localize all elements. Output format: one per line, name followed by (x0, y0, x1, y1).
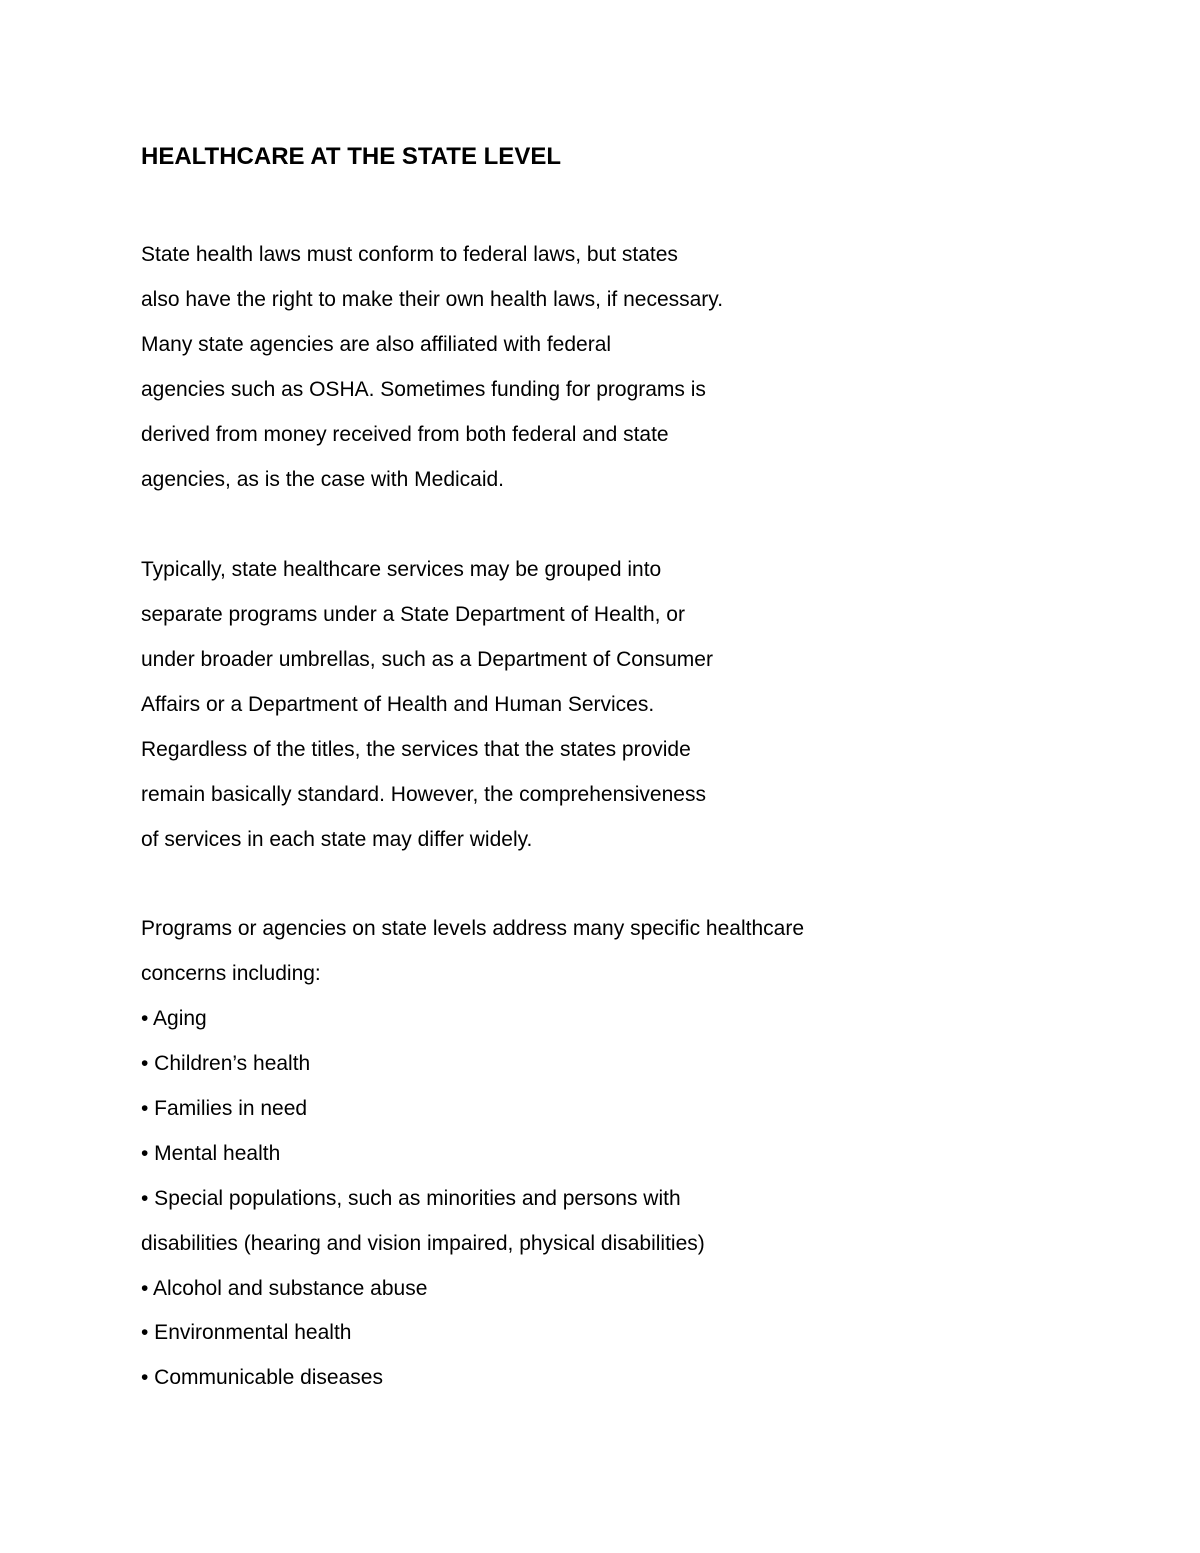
bullet-list-item: • Families in need (141, 1097, 308, 1120)
bullet-list-item: • Children’s health (141, 1052, 311, 1075)
paragraph-2-line: under broader umbrellas, such as a Department of Consumer (141, 648, 713, 671)
bullet-list-item: • Alcohol and substance abuse (141, 1277, 428, 1300)
bullet-list-item: • Communicable diseases (141, 1366, 383, 1389)
paragraph-2-line: of services in each state may differ widely. (141, 828, 533, 851)
paragraph-3-line: concerns including: (141, 962, 321, 985)
paragraph-1-line: Many state agencies are also affiliated with federal (141, 333, 612, 356)
paragraph-2-line: Regardless of the titles, the services that the states provide (141, 738, 691, 761)
bullet-list-item: • Aging (141, 1007, 207, 1030)
bullet-list-item: • Environmental health (141, 1321, 352, 1344)
paragraph-1-line: also have the right to make their own health laws, if necessary. (141, 288, 724, 311)
paragraph-3-line: Programs or agencies on state levels address many specific healthcare (141, 917, 804, 940)
paragraph-2-line: separate programs under a State Department of Health, or (141, 603, 685, 626)
paragraph-2-line: remain basically standard. However, the comprehensiveness (141, 783, 706, 806)
bullet-list-item: • Mental health (141, 1142, 281, 1165)
paragraph-1-line: derived from money received from both federal and state (141, 423, 669, 446)
bullet-list-item-continuation: disabilities (hearing and vision impaired, physical disabilities) (141, 1232, 705, 1255)
bullet-list-item: • Special populations, such as minorities and persons with (141, 1187, 681, 1210)
paragraph-2-line: Affairs or a Department of Health and Human Services. (141, 693, 655, 716)
paragraph-1-line: State health laws must conform to federal laws, but states (141, 243, 678, 266)
paragraph-2-line: Typically, state healthcare services may be grouped into (141, 558, 662, 581)
page-title: HEALTHCARE AT THE STATE LEVEL (141, 143, 561, 170)
paragraph-1-line: agencies such as OSHA. Sometimes funding for programs is (141, 378, 706, 401)
paragraph-1-line: agencies, as is the case with Medicaid. (141, 468, 505, 491)
